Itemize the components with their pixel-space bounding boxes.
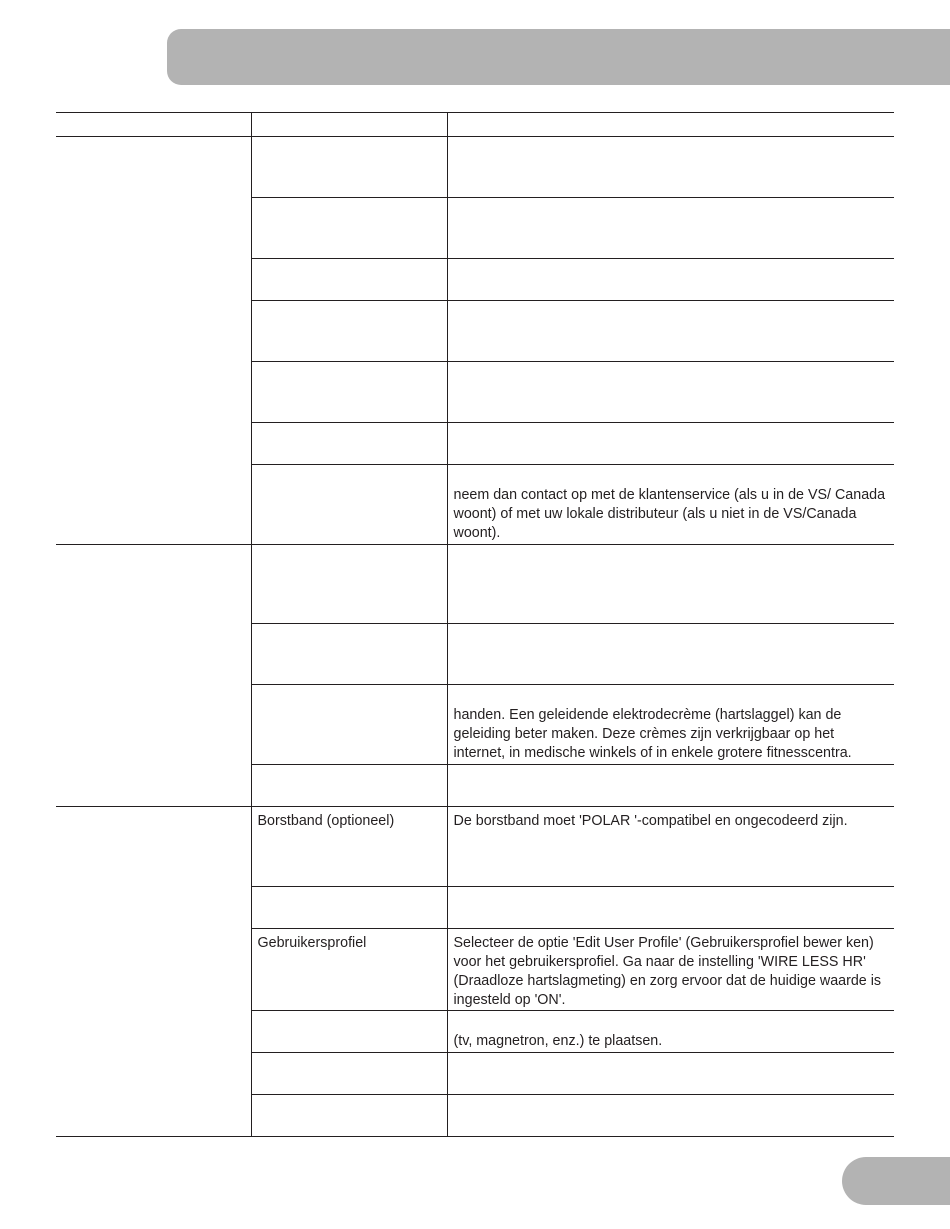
- check-cell: [251, 1011, 447, 1053]
- group-cell-1: [56, 137, 251, 545]
- check-cell: [251, 362, 447, 423]
- troubleshooting-table: [56, 112, 894, 1137]
- header-cell-solution: [447, 113, 894, 137]
- check-cell: [251, 198, 447, 259]
- header-bar: [167, 29, 950, 85]
- solution-cell: [447, 545, 894, 624]
- solution-cell: [447, 198, 894, 259]
- solution-cell: neem dan contact op met de klantenservice (als u in de VS/ Canada woont) of met uw lokale distributeur (als u niet in de VS/Canada woont).: [447, 465, 894, 545]
- table-row: [56, 137, 894, 198]
- table-row: [56, 545, 894, 624]
- check-cell: [251, 465, 447, 545]
- solution-cell: [447, 1095, 894, 1137]
- solution-cell: [447, 423, 894, 465]
- check-cell: [251, 765, 447, 807]
- solution-cell: (tv, magnetron, enz.) te plaatsen.: [447, 1011, 894, 1053]
- group-cell-3: [56, 807, 251, 1137]
- solution-cell: [447, 765, 894, 807]
- solution-cell: [447, 259, 894, 301]
- group-cell-2: [56, 545, 251, 807]
- solution-cell: [447, 887, 894, 929]
- check-cell: [251, 137, 447, 198]
- check-cell: Borstband (optioneel): [251, 807, 447, 887]
- check-cell: [251, 423, 447, 465]
- table-row: [56, 807, 894, 887]
- solution-cell: [447, 362, 894, 423]
- solution-cell: [447, 137, 894, 198]
- solution-cell: [447, 1053, 894, 1095]
- check-cell: Gebruikersprofiel: [251, 929, 447, 1011]
- check-cell: [251, 545, 447, 624]
- check-cell: [251, 1053, 447, 1095]
- check-cell: [251, 624, 447, 685]
- solution-cell: De borstband moet 'POLAR '-compatibel en ongecodeerd zijn.: [447, 807, 894, 887]
- solution-cell: handen. Een geleidende elektrodecrème (hartslaggel) kan de geleiding beter maken. Deze crèmes zijn verkrijgbaar op het internet, in medische winkels of in enkele grotere fitnesscentra.: [447, 685, 894, 765]
- check-cell: [251, 301, 447, 362]
- solution-cell: [447, 301, 894, 362]
- check-cell: [251, 887, 447, 929]
- check-cell: [251, 259, 447, 301]
- table-header-row: [56, 113, 894, 137]
- solution-cell: [447, 624, 894, 685]
- header-cell-problem: [56, 113, 251, 137]
- check-cell: [251, 1095, 447, 1137]
- page-number-tab: [842, 1157, 950, 1205]
- check-cell: [251, 685, 447, 765]
- solution-cell: Selecteer de optie 'Edit User Profile' (Gebruikersprofiel bewer ken) voor het gebruikersprofiel. Ga naar de instelling 'WIRE LESS HR' (Draadloze hartslagmeting) en zorg ervoor dat de huidige waarde is ingesteld op 'ON'.: [447, 929, 894, 1011]
- header-cell-check: [251, 113, 447, 137]
